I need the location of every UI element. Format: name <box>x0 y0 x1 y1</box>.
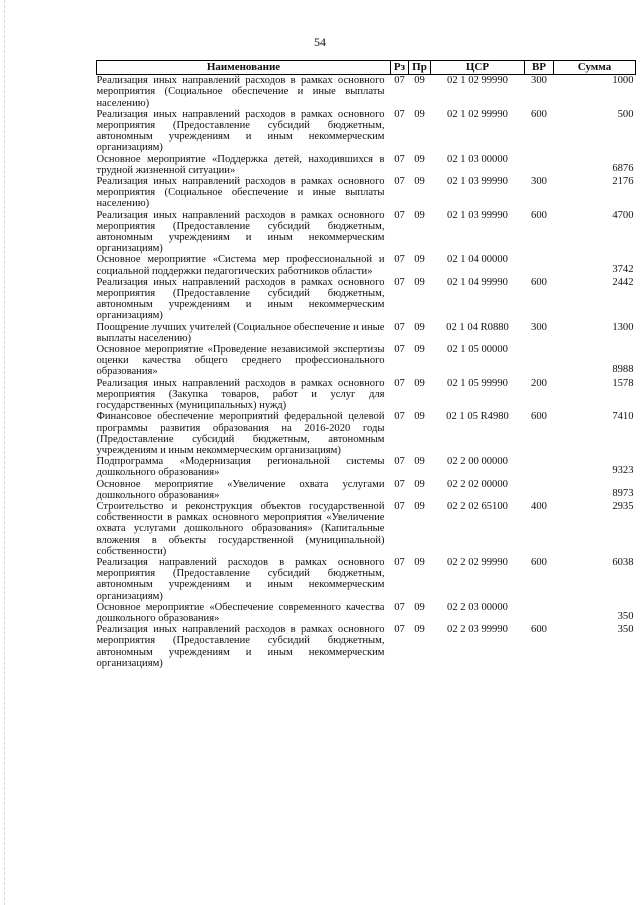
table-row <box>97 378 636 412</box>
row-pr: 09 <box>414 276 425 288</box>
row-name: Подпрограмма «Модернизация региональной системы дошкольного образования» <box>96 456 385 479</box>
row-sum: 500 <box>617 108 634 120</box>
row-sum: 8988 <box>612 364 634 376</box>
row-pr: 09 <box>414 456 425 468</box>
row-pr: 09 <box>414 153 425 165</box>
table-row <box>97 75 636 109</box>
row-rz: 07 <box>394 276 405 288</box>
row-rz: 07 <box>394 254 405 266</box>
row-sum: 3742 <box>612 263 634 275</box>
table-row <box>97 322 636 344</box>
row-csr: 02 1 02 99990 <box>447 75 508 87</box>
row-name: Основное мероприятие «Система мер профессиональной и социальной поддержки педагогических работников области» <box>96 254 385 277</box>
row-pr: 09 <box>414 344 425 356</box>
row-csr: 02 2 02 99990 <box>447 556 508 568</box>
row-csr: 02 1 03 99990 <box>447 176 508 188</box>
row-pr: 09 <box>414 176 425 188</box>
row-pr: 09 <box>414 75 425 87</box>
row-pr: 09 <box>414 321 425 333</box>
row-name: Основное мероприятие «Обеспечение современного качества дошкольного образования» <box>96 601 385 624</box>
row-vr: 600 <box>531 624 547 636</box>
row-rz: 07 <box>394 344 405 356</box>
row-name: Реализация иных направлений расходов в рамках основного мероприятия (Предоставление субсидий бюджетным, автономным учреждениям и иным некоммерческим организациям) <box>96 276 385 322</box>
row-vr <box>525 479 554 501</box>
row-name: Основное мероприятие «Поддержка детей, находившихся в трудной жизненной ситуации» <box>96 153 385 176</box>
row-name: Поощрение лучших учителей (Социальное обеспечение и иные выплаты населению) <box>96 321 385 344</box>
row-vr: 300 <box>531 75 547 87</box>
row-rz: 07 <box>394 456 405 468</box>
row-vr: 600 <box>531 411 547 423</box>
row-vr: 300 <box>531 321 547 333</box>
row-sum: 2935 <box>612 500 634 512</box>
row-csr: 02 2 03 99990 <box>447 624 508 636</box>
table-row <box>97 254 636 276</box>
row-vr: 600 <box>531 556 547 568</box>
row-sum: 350 <box>617 610 634 622</box>
row-rz: 07 <box>394 377 405 389</box>
header-sum: Сумма <box>554 61 636 75</box>
row-sum: 1000 <box>612 75 634 87</box>
row-pr: 09 <box>414 209 425 221</box>
row-rz: 07 <box>394 321 405 333</box>
budget-table <box>96 60 636 669</box>
row-vr: 600 <box>531 108 547 120</box>
row-csr: 02 1 05 99990 <box>447 377 508 389</box>
row-sum: 9323 <box>612 465 634 477</box>
row-csr: 02 2 02 00000 <box>447 478 508 490</box>
row-sum: 4700 <box>612 209 634 221</box>
row-pr: 09 <box>414 108 425 120</box>
row-sum: 6038 <box>612 556 634 568</box>
table-header <box>97 61 636 75</box>
row-vr: 400 <box>531 500 547 512</box>
row-rz: 07 <box>394 601 405 613</box>
row-sum: 1578 <box>612 377 634 389</box>
row-vr: 600 <box>531 276 547 288</box>
row-vr <box>525 254 554 276</box>
table-row <box>97 109 636 154</box>
row-rz: 07 <box>394 624 405 636</box>
row-name: Строительство и реконструкция объектов государственной собственности в рамках основного мероприятия «Увеличение охвата услугами дошкольного образования» (Капитальные вложения в объекты государственной (муниципальной) собственности) <box>96 500 385 557</box>
row-csr: 02 1 04 00000 <box>447 254 508 266</box>
row-pr: 09 <box>414 411 425 423</box>
row-pr: 09 <box>414 500 425 512</box>
row-csr: 02 1 05 00000 <box>447 344 508 356</box>
row-sum: 7410 <box>612 411 634 423</box>
row-rz: 07 <box>394 556 405 568</box>
row-rz: 07 <box>394 411 405 423</box>
row-sum: 8973 <box>612 487 634 499</box>
table-body <box>97 75 636 669</box>
row-pr: 09 <box>414 624 425 636</box>
row-name: Реализация иных направлений расходов в рамках основного мероприятия (Закупка товаров, работ и услуг для государственных (муниципальных) нужд) <box>96 377 385 412</box>
table-row <box>97 277 636 322</box>
table-row <box>97 456 636 478</box>
row-csr: 02 2 03 00000 <box>447 601 508 613</box>
row-csr: 02 1 02 99990 <box>447 108 508 120</box>
row-sum: 1300 <box>612 321 634 333</box>
table-row <box>97 557 636 602</box>
row-csr: 02 1 04 R0880 <box>446 321 509 333</box>
row-csr: 02 2 00 00000 <box>447 456 508 468</box>
table-row <box>97 602 636 624</box>
row-csr: 02 1 03 99990 <box>447 209 508 221</box>
table-row <box>97 344 636 378</box>
row-name: Реализация направлений расходов в рамках основного мероприятия (Предоставление субсидий бюджетным, автономным учреждениям и иным некоммерческим организациям) <box>96 556 385 602</box>
page-number: 54 <box>314 35 326 49</box>
header-csr: ЦСР <box>431 61 525 75</box>
row-name: Основное мероприятие «Увеличение охвата услугами дошкольного образования» <box>96 478 385 501</box>
table-row <box>97 411 636 456</box>
row-name: Реализация иных направлений расходов в рамках основного мероприятия (Социальное обеспечение и иные выплаты населению) <box>96 176 385 210</box>
row-csr: 02 1 04 99990 <box>447 276 508 288</box>
row-rz: 07 <box>394 209 405 221</box>
row-vr <box>525 344 554 378</box>
row-vr <box>525 154 554 176</box>
row-rz: 07 <box>394 478 405 490</box>
table-row <box>97 624 636 669</box>
table-row <box>97 154 636 176</box>
header-name: Наименование <box>97 61 391 75</box>
row-sum: 350 <box>617 624 634 636</box>
header-rz: Рз <box>391 61 409 75</box>
table-row <box>97 479 636 501</box>
row-rz: 07 <box>394 176 405 188</box>
page-edge-mark <box>4 0 6 905</box>
row-name: Реализация иных направлений расходов в рамках основного мероприятия (Социальное обеспечение и иные выплаты населению) <box>96 75 385 109</box>
row-name: Основное мероприятие «Проведение независимой экспертизы оценки качества общего среднего профессионального образования» <box>96 344 385 378</box>
row-pr: 09 <box>414 254 425 266</box>
header-row <box>97 61 636 75</box>
row-name: Финансовое обеспечение мероприятий федеральной целевой программы развития образования на 2016-2020 годы (Предоставление субсидий бюджетным, автономным учреждениям и иным некоммерческим организациям) <box>96 411 385 456</box>
table-row <box>97 501 636 557</box>
row-name: Реализация иных направлений расходов в рамках основного мероприятия (Предоставление субсидий бюджетным, автономным учреждениям и иным некоммерческим организациям) <box>96 209 385 255</box>
row-sum: 6876 <box>612 162 634 174</box>
header-pr: Пр <box>409 61 431 75</box>
row-csr: 02 1 03 00000 <box>447 153 508 165</box>
row-name: Реализация иных направлений расходов в рамках основного мероприятия (Предоставление субсидий бюджетным, автономным учреждениям и иным некоммерческим организациям) <box>96 624 385 669</box>
row-rz: 07 <box>394 153 405 165</box>
table-row <box>97 210 636 255</box>
row-rz: 07 <box>394 500 405 512</box>
row-csr: 02 2 02 65100 <box>447 500 508 512</box>
header-vr: ВР <box>525 61 554 75</box>
row-pr: 09 <box>414 556 425 568</box>
row-pr: 09 <box>414 478 425 490</box>
row-pr: 09 <box>414 377 425 389</box>
table-row <box>97 176 636 210</box>
row-vr <box>525 602 554 624</box>
row-pr: 09 <box>414 601 425 613</box>
row-sum: 2442 <box>612 276 634 288</box>
row-name: Реализация иных направлений расходов в рамках основного мероприятия (Предоставление субсидий бюджетным, автономным учреждениям и иным некоммерческим организациям) <box>96 108 385 154</box>
row-vr: 600 <box>531 209 547 221</box>
row-vr: 300 <box>531 176 547 188</box>
row-sum: 2176 <box>612 176 634 188</box>
row-csr: 02 1 05 R4980 <box>446 411 509 423</box>
row-vr <box>525 456 554 478</box>
row-rz: 07 <box>394 75 405 87</box>
row-rz: 07 <box>394 108 405 120</box>
row-vr: 200 <box>531 377 547 389</box>
